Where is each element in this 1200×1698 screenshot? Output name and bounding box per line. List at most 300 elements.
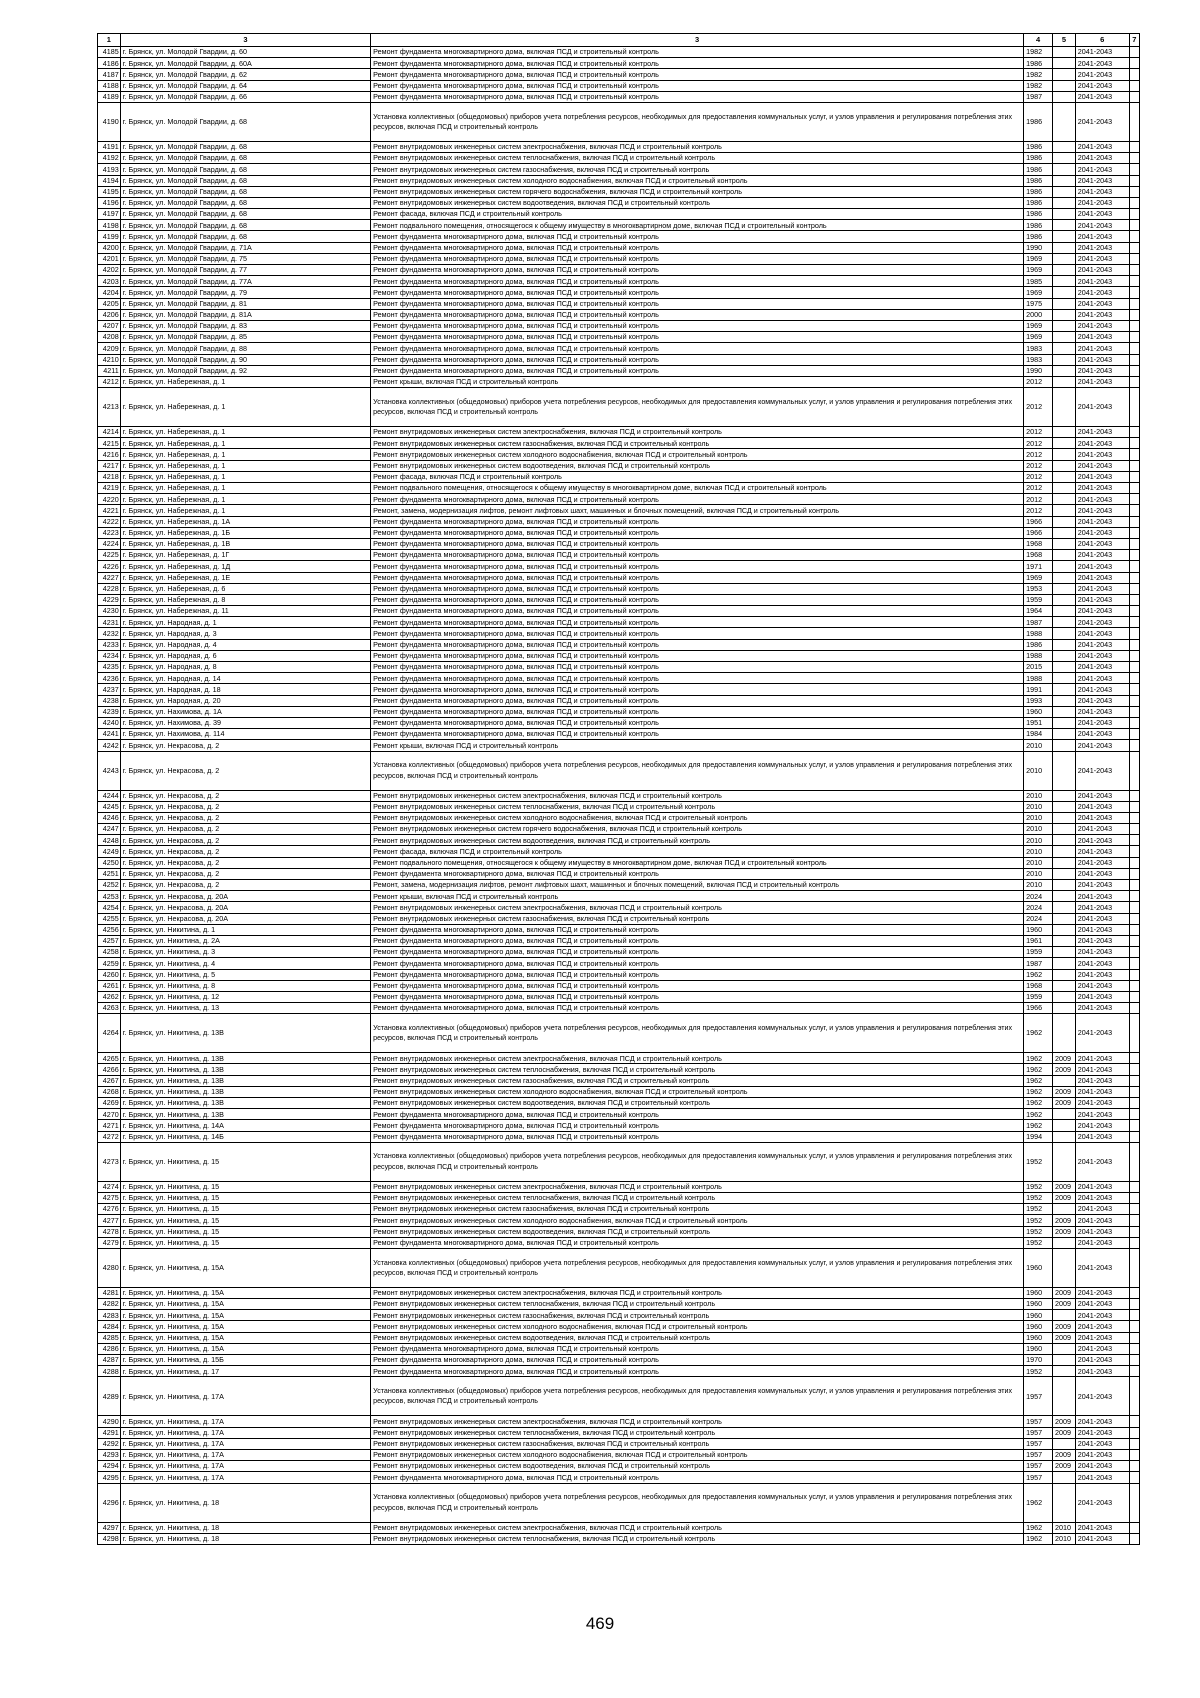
- planned-period-cell: 2041-2043: [1075, 47, 1129, 58]
- column-7-cell: [1129, 1003, 1139, 1014]
- table-row: [98, 980, 1140, 991]
- planned-period-cell: 2041-2043: [1075, 58, 1129, 69]
- table-row: [98, 1109, 1140, 1120]
- column-7-cell: [1129, 1120, 1139, 1131]
- column-7-cell: [1129, 846, 1139, 857]
- address-cell: г. Брянск, ул. Нахимова, д. 1А: [120, 706, 370, 717]
- row-number: 4248: [98, 835, 121, 846]
- address-cell: г. Брянск, ул. Никитина, д. 15А: [120, 1287, 370, 1298]
- address-cell: г. Брянск, ул. Молодой Гвардии, д. 60: [120, 47, 370, 58]
- last-repair-year-cell: [1053, 1014, 1076, 1053]
- column-7-cell: [1129, 935, 1139, 946]
- row-number: 4217: [98, 460, 121, 471]
- work-type-cell: Ремонт внутридомовых инженерных систем водоотведения, включая ПСД и строительный контроль: [371, 1098, 1024, 1109]
- column-7-cell: [1129, 1248, 1139, 1287]
- address-cell: г. Брянск, ул. Набережная, д. 1: [120, 471, 370, 482]
- table-row: [98, 1472, 1140, 1483]
- row-number: 4256: [98, 924, 121, 935]
- commission-year-cell: 1952: [1024, 1142, 1053, 1181]
- row-number: 4210: [98, 354, 121, 365]
- column-7-cell: [1129, 58, 1139, 69]
- work-type-cell: Ремонт фундамента многоквартирного дома, включая ПСД и строительный контроль: [371, 494, 1024, 505]
- work-type-cell: Ремонт внутридомовых инженерных систем холодного водоснабжения, включая ПСД и строительный контроль: [371, 1215, 1024, 1226]
- address-cell: г. Брянск, ул. Никитина, д. 15: [120, 1237, 370, 1248]
- work-type-cell: Ремонт крыши, включая ПСД и строительный контроль: [371, 376, 1024, 387]
- row-number: 4235: [98, 662, 121, 673]
- column-7-cell: [1129, 253, 1139, 264]
- last-repair-year-cell: [1053, 141, 1076, 152]
- work-type-cell: Ремонт внутридомовых инженерных систем водоотведения, включая ПСД и строительный контроль: [371, 1332, 1024, 1343]
- work-type-cell: Ремонт фундамента многоквартирного дома, включая ПСД и строительный контроль: [371, 242, 1024, 253]
- last-repair-year-cell: [1053, 980, 1076, 991]
- planned-period-cell: 2041-2043: [1075, 1142, 1129, 1181]
- planned-period-cell: 2041-2043: [1075, 91, 1129, 102]
- row-number: 4280: [98, 1248, 121, 1287]
- row-number: 4199: [98, 231, 121, 242]
- last-repair-year-cell: [1053, 220, 1076, 231]
- table-row: [98, 175, 1140, 186]
- column-7-cell: [1129, 947, 1139, 958]
- address-cell: г. Брянск, ул. Набережная, д. 1: [120, 427, 370, 438]
- address-cell: г. Брянск, ул. Молодой Гвардии, д. 81: [120, 298, 370, 309]
- address-cell: г. Брянск, ул. Молодой Гвардии, д. 68: [120, 141, 370, 152]
- column-7-cell: [1129, 639, 1139, 650]
- last-repair-year-cell: 2009: [1053, 1098, 1076, 1109]
- column-7-cell: [1129, 527, 1139, 538]
- work-type-cell: Ремонт фундамента многоквартирного дома, включая ПСД и строительный контроль: [371, 1131, 1024, 1142]
- planned-period-cell: 2041-2043: [1075, 1248, 1129, 1287]
- work-type-cell: Ремонт внутридомовых инженерных систем теплоснабжения, включая ПСД и строительный контроль: [371, 1427, 1024, 1438]
- commission-year-cell: 2015: [1024, 662, 1053, 673]
- commission-year-cell: 1962: [1024, 1064, 1053, 1075]
- work-type-cell: Ремонт подвального помещения, относящегося к общему имуществу в многоквартирном доме, включая ПСД и строительный контроль: [371, 220, 1024, 231]
- address-cell: г. Брянск, ул. Никитина, д. 13В: [120, 1014, 370, 1053]
- address-cell: г. Брянск, ул. Никитина, д. 4: [120, 958, 370, 969]
- address-cell: г. Брянск, ул. Никитина, д. 13В: [120, 1098, 370, 1109]
- table-row: [98, 527, 1140, 538]
- commission-year-cell: 1966: [1024, 1003, 1053, 1014]
- commission-year-cell: 1962: [1024, 1053, 1053, 1064]
- commission-year-cell: 2012: [1024, 376, 1053, 387]
- last-repair-year-cell: [1053, 309, 1076, 320]
- address-cell: г. Брянск, ул. Никитина, д. 15: [120, 1226, 370, 1237]
- address-cell: г. Брянск, ул. Молодой Гвардии, д. 68: [120, 153, 370, 164]
- table-row: [98, 1248, 1140, 1287]
- address-cell: г. Брянск, ул. Некрасова, д. 2: [120, 751, 370, 790]
- column-7-cell: [1129, 583, 1139, 594]
- commission-year-cell: 1986: [1024, 186, 1053, 197]
- work-type-cell: Ремонт фундамента многоквартирного дома, включая ПСД и строительный контроль: [371, 516, 1024, 527]
- table-row: [98, 594, 1140, 605]
- column-7-cell: [1129, 857, 1139, 868]
- table-row: [98, 209, 1140, 220]
- address-cell: г. Брянск, ул. Никитина, д. 17А: [120, 1427, 370, 1438]
- commission-year-cell: 1986: [1024, 220, 1053, 231]
- work-type-cell: Ремонт фундамента многоквартирного дома, включая ПСД и строительный контроль: [371, 265, 1024, 276]
- column-7-cell: [1129, 483, 1139, 494]
- work-type-cell: Ремонт внутридомовых инженерных систем газоснабжения, включая ПСД и строительный контроль: [371, 1204, 1024, 1215]
- row-number: 4236: [98, 673, 121, 684]
- column-7-cell: [1129, 695, 1139, 706]
- commission-year-cell: 1986: [1024, 141, 1053, 152]
- work-type-cell: Ремонт фундамента многоквартирного дома, включая ПСД и строительный контроль: [371, 594, 1024, 605]
- row-number: 4202: [98, 265, 121, 276]
- table-row: [98, 790, 1140, 801]
- table-row: [98, 332, 1140, 343]
- column-7-cell: [1129, 320, 1139, 331]
- header-cell-1: 1: [98, 34, 121, 47]
- row-number: 4266: [98, 1064, 121, 1075]
- work-type-cell: Ремонт фундамента многоквартирного дома, включая ПСД и строительный контроль: [371, 1366, 1024, 1377]
- address-cell: г. Брянск, ул. Никитина, д. 2А: [120, 935, 370, 946]
- last-repair-year-cell: [1053, 790, 1076, 801]
- table-row: [98, 561, 1140, 572]
- commission-year-cell: 1960: [1024, 1321, 1053, 1332]
- table-row: [98, 516, 1140, 527]
- column-7-cell: [1129, 1142, 1139, 1181]
- table-row: [98, 729, 1140, 740]
- work-type-cell: Ремонт фундамента многоквартирного дома, включая ПСД и строительный контроль: [371, 628, 1024, 639]
- work-type-cell: Ремонт фундамента многоквартирного дома, включая ПСД и строительный контроль: [371, 991, 1024, 1002]
- work-type-cell: Ремонт фундамента многоквартирного дома, включая ПСД и строительный контроль: [371, 924, 1024, 935]
- work-type-cell: Ремонт фундамента многоквартирного дома, включая ПСД и строительный контроль: [371, 1109, 1024, 1120]
- row-number: 4242: [98, 740, 121, 751]
- column-7-cell: [1129, 1131, 1139, 1142]
- table-row: [98, 242, 1140, 253]
- planned-period-cell: 2041-2043: [1075, 561, 1129, 572]
- address-cell: г. Брянск, ул. Никитина, д. 17А: [120, 1438, 370, 1449]
- planned-period-cell: 2041-2043: [1075, 1120, 1129, 1131]
- work-type-cell: Ремонт внутридомовых инженерных систем электроснабжения, включая ПСД и строительный контроль: [371, 1287, 1024, 1298]
- last-repair-year-cell: [1053, 365, 1076, 376]
- address-cell: г. Брянск, ул. Никитина, д. 18: [120, 1522, 370, 1533]
- row-number: 4250: [98, 857, 121, 868]
- planned-period-cell: 2041-2043: [1075, 662, 1129, 673]
- table-row: [98, 650, 1140, 661]
- row-number: 4223: [98, 527, 121, 538]
- column-7-cell: [1129, 265, 1139, 276]
- work-type-cell: Ремонт внутридомовых инженерных систем теплоснабжения, включая ПСД и строительный контроль: [371, 1533, 1024, 1544]
- row-number: 4185: [98, 47, 121, 58]
- column-7-cell: [1129, 298, 1139, 309]
- planned-period-cell: 2041-2043: [1075, 1064, 1129, 1075]
- work-type-cell: Ремонт фундамента многоквартирного дома, включая ПСД и строительный контроль: [371, 69, 1024, 80]
- work-type-cell: Ремонт фундамента многоквартирного дома, включая ПСД и строительный контроль: [371, 276, 1024, 287]
- row-number: 4237: [98, 684, 121, 695]
- work-type-cell: Ремонт внутридомовых инженерных систем холодного водоснабжения, включая ПСД и строительный контроль: [371, 1086, 1024, 1097]
- commission-year-cell: 1994: [1024, 1131, 1053, 1142]
- planned-period-cell: 2041-2043: [1075, 276, 1129, 287]
- work-type-cell: Ремонт внутридомовых инженерных систем газоснабжения, включая ПСД и строительный контроль: [371, 1438, 1024, 1449]
- column-7-cell: [1129, 376, 1139, 387]
- last-repair-year-cell: [1053, 1109, 1076, 1120]
- planned-period-cell: 2041-2043: [1075, 606, 1129, 617]
- table-row: [98, 617, 1140, 628]
- work-type-cell: Ремонт фундамента многоквартирного дома, включая ПСД и строительный контроль: [371, 253, 1024, 264]
- row-number: 4287: [98, 1355, 121, 1366]
- address-cell: г. Брянск, ул. Никитина, д. 15А: [120, 1321, 370, 1332]
- column-7-cell: [1129, 1192, 1139, 1203]
- column-7-cell: [1129, 153, 1139, 164]
- address-cell: г. Брянск, ул. Некрасова, д. 2: [120, 846, 370, 857]
- last-repair-year-cell: [1053, 583, 1076, 594]
- table-row: [98, 483, 1140, 494]
- last-repair-year-cell: [1053, 628, 1076, 639]
- work-type-cell: Ремонт внутридомовых инженерных систем электроснабжения, включая ПСД и строительный контроль: [371, 1181, 1024, 1192]
- work-type-cell: Ремонт внутридомовых инженерных систем водоотведения, включая ПСД и строительный контроль: [371, 1461, 1024, 1472]
- table-row: [98, 662, 1140, 673]
- commission-year-cell: 1960: [1024, 924, 1053, 935]
- commission-year-cell: 2012: [1024, 427, 1053, 438]
- row-number: 4191: [98, 141, 121, 152]
- column-7-cell: [1129, 231, 1139, 242]
- commission-year-cell: 1983: [1024, 354, 1053, 365]
- table-row: [98, 1226, 1140, 1237]
- row-number: 4263: [98, 1003, 121, 1014]
- column-7-cell: [1129, 606, 1139, 617]
- column-7-cell: [1129, 1064, 1139, 1075]
- planned-period-cell: 2041-2043: [1075, 751, 1129, 790]
- planned-period-cell: 2041-2043: [1075, 684, 1129, 695]
- commission-year-cell: 1957: [1024, 1416, 1053, 1427]
- table-row: [98, 91, 1140, 102]
- row-number: 4221: [98, 505, 121, 516]
- row-number: 4215: [98, 438, 121, 449]
- commission-year-cell: 1960: [1024, 1287, 1053, 1298]
- header-row: [98, 34, 1140, 47]
- commission-year-cell: 1990: [1024, 242, 1053, 253]
- column-7-cell: [1129, 1343, 1139, 1354]
- table-row: [98, 253, 1140, 264]
- planned-period-cell: 2041-2043: [1075, 354, 1129, 365]
- row-number: 4297: [98, 1522, 121, 1533]
- last-repair-year-cell: [1053, 1355, 1076, 1366]
- planned-period-cell: 2041-2043: [1075, 80, 1129, 91]
- last-repair-year-cell: [1053, 824, 1076, 835]
- column-7-cell: [1129, 80, 1139, 91]
- column-7-cell: [1129, 980, 1139, 991]
- address-cell: г. Брянск, ул. Никитина, д. 12: [120, 991, 370, 1002]
- row-number: 4261: [98, 980, 121, 991]
- table-row: [98, 1131, 1140, 1142]
- commission-year-cell: 2010: [1024, 846, 1053, 857]
- row-number: 4247: [98, 824, 121, 835]
- commission-year-cell: 1986: [1024, 164, 1053, 175]
- last-repair-year-cell: [1053, 449, 1076, 460]
- commission-year-cell: 1952: [1024, 1192, 1053, 1203]
- row-number: 4201: [98, 253, 121, 264]
- commission-year-cell: 1984: [1024, 729, 1053, 740]
- work-type-cell: Ремонт фундамента многоквартирного дома, включая ПСД и строительный контроль: [371, 58, 1024, 69]
- row-number: 4189: [98, 91, 121, 102]
- address-cell: г. Брянск, ул. Молодой Гвардии, д. 79: [120, 287, 370, 298]
- last-repair-year-cell: 2009: [1053, 1215, 1076, 1226]
- work-type-cell: Ремонт фасада, включая ПСД и строительный контроль: [371, 846, 1024, 857]
- column-7-cell: [1129, 1287, 1139, 1298]
- table-row: [98, 1332, 1140, 1343]
- last-repair-year-cell: [1053, 186, 1076, 197]
- commission-year-cell: 2000: [1024, 309, 1053, 320]
- last-repair-year-cell: [1053, 729, 1076, 740]
- column-7-cell: [1129, 516, 1139, 527]
- column-7-cell: [1129, 209, 1139, 220]
- planned-period-cell: 2041-2043: [1075, 717, 1129, 728]
- address-cell: г. Брянск, ул. Никитина, д. 15Б: [120, 1355, 370, 1366]
- planned-period-cell: 2041-2043: [1075, 1075, 1129, 1086]
- planned-period-cell: 2041-2043: [1075, 483, 1129, 494]
- last-repair-year-cell: [1053, 706, 1076, 717]
- address-cell: г. Брянск, ул. Некрасова, д. 2: [120, 824, 370, 835]
- table-row: [98, 1416, 1140, 1427]
- table-row: [98, 924, 1140, 935]
- planned-period-cell: 2041-2043: [1075, 1472, 1129, 1483]
- row-number: 4276: [98, 1204, 121, 1215]
- work-type-cell: Ремонт внутридомовых инженерных систем электроснабжения, включая ПСД и строительный контроль: [371, 902, 1024, 913]
- header-cell-3: 3: [371, 34, 1024, 47]
- row-number: 4195: [98, 186, 121, 197]
- planned-period-cell: 2041-2043: [1075, 175, 1129, 186]
- column-7-cell: [1129, 1377, 1139, 1416]
- address-cell: г. Брянск, ул. Народная, д. 8: [120, 662, 370, 673]
- row-number: 4207: [98, 320, 121, 331]
- column-7-cell: [1129, 1014, 1139, 1053]
- address-cell: г. Брянск, ул. Никитина, д. 15А: [120, 1332, 370, 1343]
- last-repair-year-cell: [1053, 91, 1076, 102]
- work-type-cell: Установка коллективных (общедомовых) приборов учета потребления ресурсов, необходимых для предоставления коммунальных услуг, и узлов управления и регулирования потребления этих ресурсов, включая ПСД и строительный контроль: [371, 102, 1024, 141]
- commission-year-cell: 1988: [1024, 650, 1053, 661]
- address-cell: г. Брянск, ул. Никитина, д. 15А: [120, 1310, 370, 1321]
- last-repair-year-cell: [1053, 902, 1076, 913]
- address-cell: г. Брянск, ул. Никитина, д. 14А: [120, 1120, 370, 1131]
- table-row: [98, 153, 1140, 164]
- work-type-cell: Ремонт, замена, модернизация лифтов, ремонт лифтовых шахт, машинных и блочных помещений, включая ПСД и строительный контроль: [371, 880, 1024, 891]
- work-type-cell: Ремонт фасада, включая ПСД и строительный контроль: [371, 209, 1024, 220]
- last-repair-year-cell: [1053, 662, 1076, 673]
- planned-period-cell: 2041-2043: [1075, 706, 1129, 717]
- address-cell: г. Брянск, ул. Некрасова, д. 2: [120, 868, 370, 879]
- table-row: [98, 1142, 1140, 1181]
- work-type-cell: Ремонт фундамента многоквартирного дома, включая ПСД и строительный контроль: [371, 1120, 1024, 1131]
- column-7-cell: [1129, 91, 1139, 102]
- last-repair-year-cell: [1053, 969, 1076, 980]
- table-row: [98, 1533, 1140, 1544]
- row-number: 4285: [98, 1332, 121, 1343]
- row-number: 4272: [98, 1131, 121, 1142]
- work-type-cell: Ремонт подвального помещения, относящегося к общему имуществу в многоквартирном доме, включая ПСД и строительный контроль: [371, 483, 1024, 494]
- commission-year-cell: 1960: [1024, 1310, 1053, 1321]
- row-number: 4186: [98, 58, 121, 69]
- last-repair-year-cell: [1053, 516, 1076, 527]
- commission-year-cell: 1952: [1024, 1366, 1053, 1377]
- last-repair-year-cell: [1053, 460, 1076, 471]
- address-cell: г. Брянск, ул. Никитина, д. 13В: [120, 1064, 370, 1075]
- last-repair-year-cell: [1053, 695, 1076, 706]
- table-row: [98, 1204, 1140, 1215]
- work-type-cell: Установка коллективных (общедомовых) приборов учета потребления ресурсов, необходимых для предоставления коммунальных услуг, и узлов управления и регулирования потребления этих ресурсов, включая ПСД и строительный контроль: [371, 388, 1024, 427]
- commission-year-cell: 1962: [1024, 1522, 1053, 1533]
- address-cell: г. Брянск, ул. Молодой Гвардии, д. 68: [120, 102, 370, 141]
- column-7-cell: [1129, 958, 1139, 969]
- table-row: [98, 1377, 1140, 1416]
- row-number: 4278: [98, 1226, 121, 1237]
- table-row: [98, 1299, 1140, 1310]
- planned-period-cell: 2041-2043: [1075, 835, 1129, 846]
- header-cell-2: 3: [120, 34, 370, 47]
- last-repair-year-cell: [1053, 812, 1076, 823]
- planned-period-cell: 2041-2043: [1075, 969, 1129, 980]
- planned-period-cell: 2041-2043: [1075, 427, 1129, 438]
- work-type-cell: Ремонт фундамента многоквартирного дома, включая ПСД и строительный контроль: [371, 287, 1024, 298]
- commission-year-cell: 2024: [1024, 902, 1053, 913]
- last-repair-year-cell: [1053, 287, 1076, 298]
- row-number: 4206: [98, 309, 121, 320]
- work-type-cell: Установка коллективных (общедомовых) приборов учета потребления ресурсов, необходимых для предоставления коммунальных услуг, и узлов управления и регулирования потребления этих ресурсов, включая ПСД и строительный контроль: [371, 751, 1024, 790]
- work-type-cell: Ремонт внутридомовых инженерных систем холодного водоснабжения, включая ПСД и строительный контроль: [371, 812, 1024, 823]
- work-type-cell: Ремонт фундамента многоквартирного дома, включая ПСД и строительный контроль: [371, 673, 1024, 684]
- column-7-cell: [1129, 449, 1139, 460]
- row-number: 4212: [98, 376, 121, 387]
- column-7-cell: [1129, 276, 1139, 287]
- commission-year-cell: 2024: [1024, 913, 1053, 924]
- planned-period-cell: 2041-2043: [1075, 980, 1129, 991]
- work-type-cell: Установка коллективных (общедомовых) приборов учета потребления ресурсов, необходимых для предоставления коммунальных услуг, и узлов управления и регулирования потребления этих ресурсов, включая ПСД и строительный контроль: [371, 1377, 1024, 1416]
- commission-year-cell: 2012: [1024, 471, 1053, 482]
- work-type-cell: Ремонт фундамента многоквартирного дома, включая ПСД и строительный контроль: [371, 320, 1024, 331]
- last-repair-year-cell: [1053, 740, 1076, 751]
- commission-year-cell: 1957: [1024, 1427, 1053, 1438]
- commission-year-cell: 1962: [1024, 1075, 1053, 1086]
- commission-year-cell: 1952: [1024, 1215, 1053, 1226]
- last-repair-year-cell: [1053, 164, 1076, 175]
- column-7-cell: [1129, 175, 1139, 186]
- address-cell: г. Брянск, ул. Некрасова, д. 20А: [120, 913, 370, 924]
- address-cell: г. Брянск, ул. Набережная, д. 1: [120, 483, 370, 494]
- column-7-cell: [1129, 969, 1139, 980]
- planned-period-cell: 2041-2043: [1075, 1014, 1129, 1053]
- table-row: [98, 913, 1140, 924]
- last-repair-year-cell: [1053, 388, 1076, 427]
- commission-year-cell: 1962: [1024, 1014, 1053, 1053]
- column-7-cell: [1129, 1522, 1139, 1533]
- commission-year-cell: 1960: [1024, 1248, 1053, 1287]
- last-repair-year-cell: [1053, 376, 1076, 387]
- planned-period-cell: 2041-2043: [1075, 583, 1129, 594]
- planned-period-cell: 2041-2043: [1075, 69, 1129, 80]
- address-cell: г. Брянск, ул. Молодой Гвардии, д. 66: [120, 91, 370, 102]
- work-type-cell: Ремонт крыши, включая ПСД и строительный контроль: [371, 891, 1024, 902]
- last-repair-year-cell: [1053, 1310, 1076, 1321]
- address-cell: г. Брянск, ул. Набережная, д. 1Г: [120, 550, 370, 561]
- table-row: [98, 824, 1140, 835]
- row-number: 4246: [98, 812, 121, 823]
- commission-year-cell: 1962: [1024, 1098, 1053, 1109]
- address-cell: г. Брянск, ул. Молодой Гвардии, д. 64: [120, 80, 370, 91]
- table-row: [98, 1053, 1140, 1064]
- planned-period-cell: 2041-2043: [1075, 639, 1129, 650]
- commission-year-cell: 2010: [1024, 880, 1053, 891]
- commission-year-cell: 1952: [1024, 1226, 1053, 1237]
- planned-period-cell: 2041-2043: [1075, 320, 1129, 331]
- planned-period-cell: 2041-2043: [1075, 1416, 1129, 1427]
- address-cell: г. Брянск, ул. Никитина, д. 13В: [120, 1075, 370, 1086]
- address-cell: г. Брянск, ул. Некрасова, д. 20А: [120, 891, 370, 902]
- last-repair-year-cell: 2009: [1053, 1226, 1076, 1237]
- address-cell: г. Брянск, ул. Никитина, д. 18: [120, 1533, 370, 1544]
- row-number: 4286: [98, 1343, 121, 1354]
- commission-year-cell: 1993: [1024, 695, 1053, 706]
- last-repair-year-cell: [1053, 835, 1076, 846]
- work-type-cell: Ремонт внутридомовых инженерных систем холодного водоснабжения, включая ПСД и строительный контроль: [371, 1321, 1024, 1332]
